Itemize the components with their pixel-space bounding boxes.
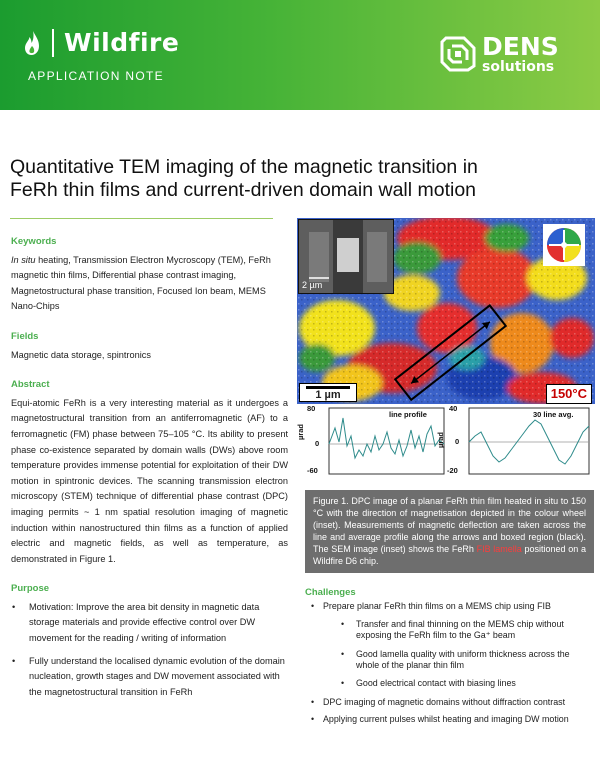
caption-text-end: positioned on a Wildfire D6 chip. xyxy=(313,543,587,566)
dens-logo-icon xyxy=(440,36,476,72)
dens-name: DENS xyxy=(482,32,559,61)
keywords-italic-lead: In situ xyxy=(11,254,36,265)
scale-bar-label: 1 µm xyxy=(315,389,341,401)
plot1-tick-top: 80 xyxy=(307,404,316,413)
brand-separator xyxy=(52,29,54,57)
caption-text: Figure 1. DPC image of a planar FeRh thin film heated in situ to 150 °C with the direction of magnetisation depicted in the colour wheel (inset). Measurements of magnetic deflection are taken across the line and average profile along the arrows and boxed region (black). The SEM image (inset) shows the FeRh xyxy=(313,496,586,554)
keywords-body: heating, Transmission Electron Mycroscopy (TEM), FeRh magnetic thin films, Differential phase contrast imaging, Magnetostructural phase transition, Focused Ion beam, MEMS Nano-Chips xyxy=(11,254,271,312)
purpose-heading: Purpose xyxy=(11,583,50,595)
page-title: Quantitative TEM imaging of the magnetic transition in FeRh thin films and current-driven domain wall motion xyxy=(10,156,478,201)
fields-heading: Fields xyxy=(11,330,39,342)
plot2-y-unit: µrad xyxy=(436,432,445,448)
keywords-section xyxy=(11,234,288,315)
challenge-subitem: • Good lamella quality with uniform thickness across the whole of the planar thin film xyxy=(339,649,595,672)
challenge-item xyxy=(305,601,595,689)
figure-1 xyxy=(297,218,595,480)
dens-subname: solutions xyxy=(482,59,555,75)
keywords-heading: Keywords xyxy=(11,236,57,247)
purpose-section xyxy=(11,581,288,700)
left-column xyxy=(11,234,288,714)
challenge-item-text: Prepare planar FeRh thin films on a MEMS chip using FIB xyxy=(323,601,551,612)
abstract-section xyxy=(11,377,288,567)
plot1-label: line profile xyxy=(389,410,427,419)
plot2-tick-zero: 0 xyxy=(455,437,460,446)
fields-section xyxy=(11,329,288,363)
plot2-label: 30 line avg. xyxy=(533,410,574,419)
fields-text: Magnetic data storage, spintronics xyxy=(11,349,151,360)
challenge-subitem: • Transfer and final thinning on the MEMS chip without exposing the FeRh film to the Ga⁺ beam xyxy=(339,619,595,642)
challenges-heading: Challenges xyxy=(305,587,356,598)
challenge-item: • DPC imaging of magnetic domains without diffraction contrast xyxy=(305,697,595,708)
abstract-heading: Abstract xyxy=(11,379,50,391)
dens-logo xyxy=(440,34,559,74)
plot2-tick-top: 40 xyxy=(449,404,458,413)
wildfire-brand xyxy=(24,28,179,83)
wildfire-flame-icon xyxy=(24,30,40,56)
header-banner xyxy=(0,0,600,110)
challenges-section xyxy=(305,587,595,732)
document-type: APPLICATION NOTE xyxy=(28,69,164,83)
purpose-item: • Fully understand the localised dynamic evolution of the domain nucleation, growth stages and DW movement associated with the magnetostructural transition in FeRh xyxy=(11,654,288,701)
abstract-text: Equi-atomic FeRh is a very interesting material as it undergoes a magnetostructural transition from an antiferromagnetic (AF) to a ferromagnetic (FM) phase between 75–105 °C. Its ability to present phase co-existence separated by domain walls (DWs) above room temperature provides immense potential for exploitation of their DW motion in spintronic devices. The scanning transmission electron microscopy (STEM) technique of differential phase contrast (DPC) imaging permits ~ 1 nm spatial resolution imaging of magnetic induction within nanostructured thin films as a function of applied electric and magnetic fields, as well as temperature, as demonstrated in Figure 1. xyxy=(11,397,288,564)
challenge-subitem: • Good electrical contact with biasing lines xyxy=(339,678,595,689)
sem-scale-label: 2 µm xyxy=(302,280,323,290)
plot1-tick-bottom: -60 xyxy=(307,466,318,475)
figure-caption xyxy=(305,490,594,573)
dpc-image xyxy=(297,218,595,404)
caption-highlight: FIB lamella xyxy=(476,543,522,554)
plot1-tick-zero: 0 xyxy=(315,439,320,448)
challenges-list xyxy=(305,601,595,725)
sem-inset xyxy=(298,219,394,294)
plot1-y-unit: µrad xyxy=(296,424,305,440)
line-profile-plot xyxy=(307,406,447,480)
purpose-item: • Motivation: Improve the area bit density in magnetic data storage materials and provide effective control over DW movement for the reading / writing of information xyxy=(11,600,288,647)
temperature-label: 150°C xyxy=(546,384,592,404)
scale-bar xyxy=(299,383,357,402)
purpose-list xyxy=(11,600,288,701)
brand-name: Wildfire xyxy=(64,28,180,57)
color-wheel-icon xyxy=(543,224,585,266)
plot2-tick-bottom: -20 xyxy=(447,466,458,475)
challenge-sublist xyxy=(339,619,595,690)
challenge-item: • Applying current pulses whilst heating and imaging DW motion xyxy=(305,714,595,725)
average-profile-plot xyxy=(447,406,592,480)
keywords-text xyxy=(11,253,288,315)
title-divider xyxy=(10,218,273,219)
